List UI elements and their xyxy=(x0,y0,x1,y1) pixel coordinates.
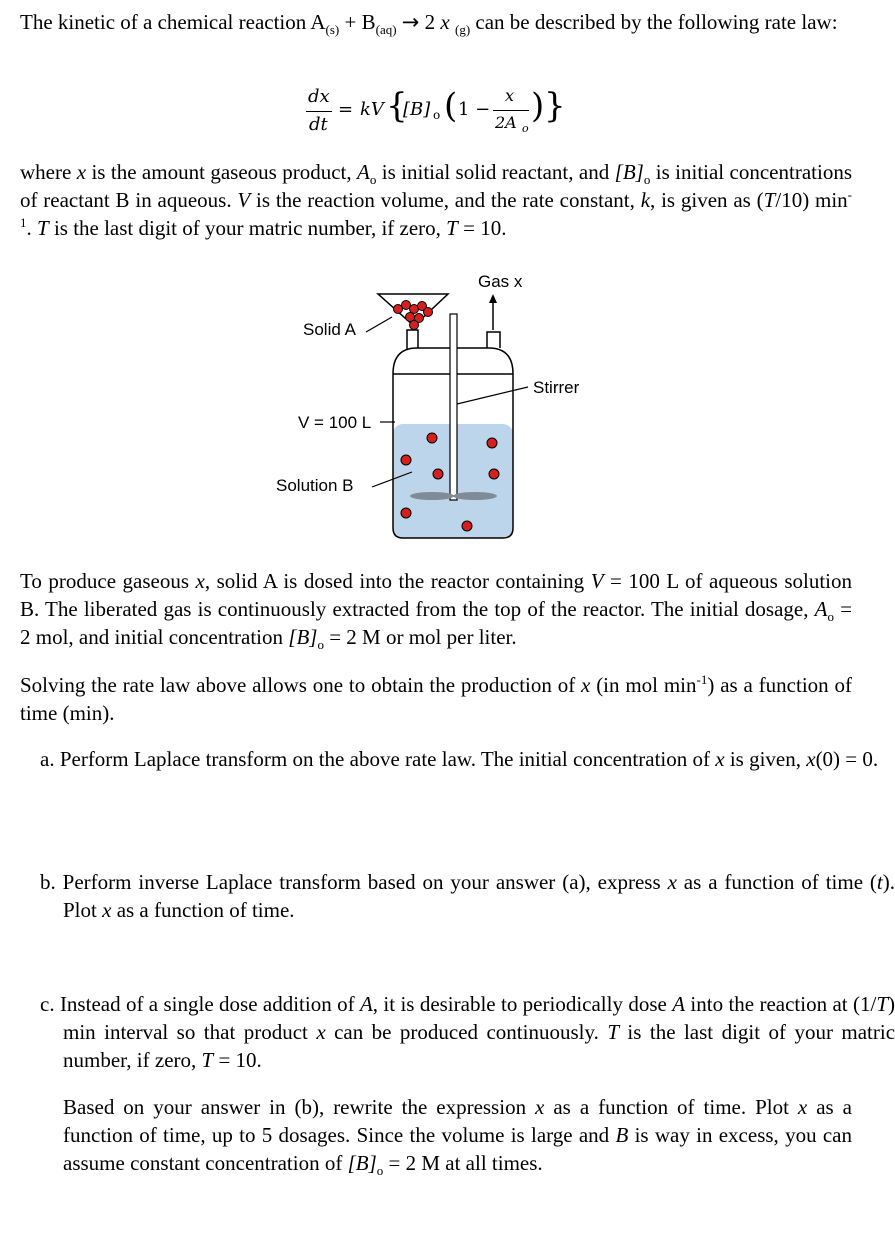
gas-arrow-head xyxy=(489,294,497,303)
stirrer-label-text: Stirrer xyxy=(533,378,580,397)
question-a xyxy=(20,745,895,773)
text: is given, xyxy=(724,747,807,771)
var-V: V xyxy=(590,569,604,593)
eq-one-minus: 1 − xyxy=(458,99,491,120)
intro-text: + B xyxy=(339,10,376,34)
var-A: A xyxy=(359,992,373,1016)
sub-o: o xyxy=(317,637,324,653)
impeller-blade-right xyxy=(453,492,497,500)
eq-brace-left: { xyxy=(386,86,408,126)
var-T: T xyxy=(37,216,49,240)
sub-o: o xyxy=(376,1163,384,1179)
text: b. Perform inverse Laplace transform based on your answer (a), express xyxy=(40,870,668,894)
suspended-particle xyxy=(427,433,437,443)
gas-label xyxy=(478,272,522,292)
suspended-particle xyxy=(401,508,411,518)
gas-label-text: Gas x xyxy=(478,272,523,291)
phase-gas: (g) xyxy=(454,22,471,38)
text: as a function of time. Plot xyxy=(544,1095,798,1119)
text: ) min interval so that product xyxy=(63,992,895,1044)
text: as a function of time. xyxy=(111,898,295,922)
text: is initial solid reactant, and xyxy=(376,160,615,184)
reactor-diagram xyxy=(0,262,874,552)
text: is the last digit of your matric number, if zero, xyxy=(63,1020,895,1072)
solid-particle xyxy=(410,321,419,330)
intro-text: The kinetic of a chemical reaction A xyxy=(20,10,326,34)
stirrer-leader-line xyxy=(457,387,528,404)
eq-fraction-bar-2 xyxy=(493,110,529,111)
var-x: x xyxy=(667,870,677,894)
intro-text: can be described by the following rate law: xyxy=(470,10,838,34)
var-x: x xyxy=(581,673,591,697)
text: = 100 L of aqueous solution B. The liberated gas is continuously extracted from the top of the reactor. The initial dosage, xyxy=(20,569,852,621)
exponent: -1 xyxy=(20,187,853,230)
question-c-followup xyxy=(63,1093,852,1177)
text: Solving the rate law above allows one to obtain the production of xyxy=(20,673,582,697)
suspended-particle xyxy=(489,469,499,479)
text: , is given as ( xyxy=(650,188,764,212)
stirrer-shaft xyxy=(450,314,457,500)
text: = 2 M at all times. xyxy=(383,1151,543,1175)
eq-denominator: dt xyxy=(309,114,328,135)
suspended-particle xyxy=(433,469,443,479)
var-k: k xyxy=(640,188,651,212)
feed-neck xyxy=(407,330,418,350)
text: = 10. xyxy=(213,1048,262,1072)
var-x: x xyxy=(806,747,816,771)
text: ). Plot xyxy=(63,870,895,922)
var-x: x xyxy=(316,1020,326,1044)
var-T: T xyxy=(876,992,889,1016)
suspended-particle xyxy=(462,521,472,531)
stirrer-label xyxy=(533,378,579,398)
sub-o: o xyxy=(643,172,651,188)
solution-label-text: Solution B xyxy=(276,476,354,495)
suspended-particle xyxy=(401,455,411,465)
text: is the reaction volume, and the rate constant, xyxy=(250,188,641,212)
phase-solid: (s) xyxy=(325,22,340,38)
var-B: [B] xyxy=(614,160,644,184)
reaction-arrow: → xyxy=(401,10,420,34)
text: where xyxy=(20,160,77,184)
var-A: A xyxy=(357,160,370,184)
text: = 2 mol, and initial concentration xyxy=(20,597,853,649)
text: c. Instead of a single dose addition of xyxy=(40,992,360,1016)
text: Based on your answer in (b), rewrite the expression xyxy=(63,1095,536,1119)
volume-label-text: V = 100 L xyxy=(298,413,372,432)
var-x: x xyxy=(102,898,112,922)
text: , solid A is dosed into the reactor containing xyxy=(204,569,591,593)
text: a. Perform Laplace transform on the above rate law. The initial concentration of xyxy=(40,747,716,771)
text: To produce gaseous xyxy=(20,569,196,593)
eq-sub-o2: o xyxy=(522,122,529,135)
text: , it is desirable to periodically dose xyxy=(372,992,673,1016)
eq-equals: = xyxy=(338,99,354,120)
text: into the reaction at (1/ xyxy=(685,992,877,1016)
text: is way in excess, you can assume constant concentration of xyxy=(63,1123,852,1175)
var-T: T xyxy=(607,1020,619,1044)
var-x: x xyxy=(535,1095,545,1119)
var-x: x xyxy=(195,569,205,593)
var-t: t xyxy=(876,870,883,894)
text: is the last digit of your matric number, if zero, xyxy=(48,216,447,240)
sub-o: o xyxy=(827,609,834,625)
var-x: x xyxy=(76,160,87,184)
text: (0) = 0. xyxy=(815,747,879,771)
text: is initial concentrations of reactant B in aqueous. xyxy=(20,160,852,212)
var-T: T xyxy=(446,216,458,240)
text: . xyxy=(26,216,37,240)
eq-sub-o: o xyxy=(433,108,441,122)
var-V: V xyxy=(237,188,251,212)
eq-numerator: dx xyxy=(308,86,330,107)
exponent: -1 xyxy=(696,672,708,687)
gas-outlet-neck xyxy=(487,332,500,348)
suspended-particle xyxy=(487,438,497,448)
var-B: B xyxy=(615,1123,629,1147)
solid-label-text: Solid A xyxy=(303,320,356,339)
var-T: T xyxy=(201,1048,214,1072)
eq-B: [B] xyxy=(403,99,431,120)
eq-paren-right: ) xyxy=(531,86,545,126)
question-b xyxy=(20,868,895,924)
eq-brace-right: } xyxy=(544,86,566,126)
text: (in mol min xyxy=(590,673,697,697)
eq-fraction-bar xyxy=(306,111,332,112)
definitions-paragraph xyxy=(20,158,852,242)
solution-label xyxy=(276,476,354,496)
impeller-blade-left xyxy=(410,492,454,500)
var-T: T xyxy=(763,188,776,212)
rate-law-equation xyxy=(300,82,590,142)
var-x: x xyxy=(715,747,725,771)
phase-aqueous: (aq) xyxy=(375,22,397,38)
var-B: [B] xyxy=(347,1151,377,1175)
var-A: A xyxy=(672,992,686,1016)
text: as a function of time, up to 5 dosages. Since the volume is large and xyxy=(63,1095,852,1147)
solid-particle xyxy=(424,308,433,317)
var-A: A xyxy=(814,597,828,621)
text: = 10. xyxy=(457,216,507,240)
question-c xyxy=(20,990,895,1074)
text: can be produced continuously. xyxy=(325,1020,608,1044)
eq-kV: kV xyxy=(360,99,384,120)
text: = 2 M or mol per liter. xyxy=(323,625,517,649)
sub-o: o xyxy=(369,172,377,188)
solving-paragraph xyxy=(20,671,852,727)
solid-label xyxy=(303,320,356,340)
text: /10) min xyxy=(775,188,848,212)
eq-frac-denominator: 2A xyxy=(495,113,517,132)
text: as a function of time ( xyxy=(676,870,877,894)
eq-frac-numerator: x xyxy=(505,86,515,105)
intro-paragraph xyxy=(20,8,852,36)
text: ) as a function of time (min). xyxy=(20,673,852,725)
text: is the amount gaseous product, xyxy=(86,160,358,184)
eq-paren-left: ( xyxy=(444,86,458,126)
var-x: x xyxy=(797,1095,808,1119)
solid-leader-line xyxy=(366,317,392,332)
volume-label xyxy=(298,413,371,433)
var-x: x xyxy=(440,10,450,34)
setup-paragraph xyxy=(20,567,852,651)
var-B: [B] xyxy=(288,625,318,649)
intro-text: 2 xyxy=(419,10,436,34)
